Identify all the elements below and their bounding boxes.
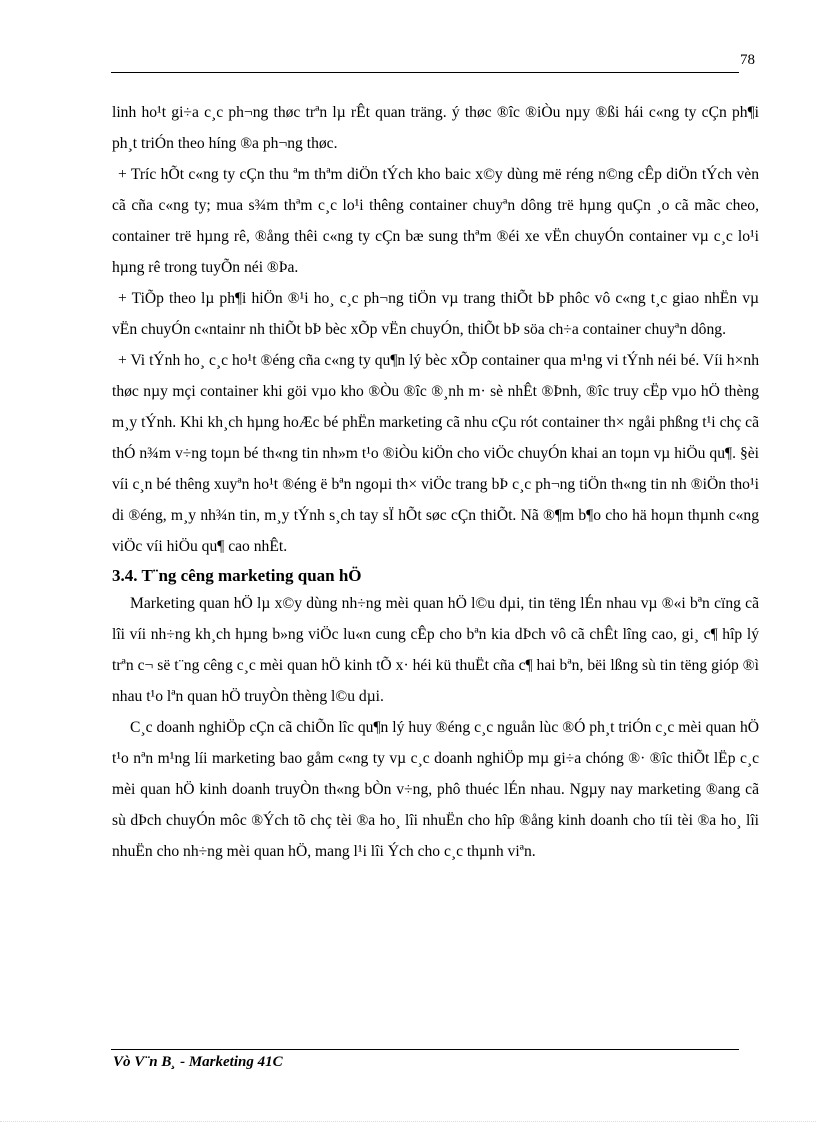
paragraph-equipment: + TiÕp theo lµ ph¶i hiÖn ®¹i ho¸ c¸c ph¬ng tiÖn vµ trang thiÕt bÞ phôc vô c«ng t¸c giao nhËn vµ vËn chuyÓn c«ntainr nh thiÕt bÞ bèc xÕp vËn chuyÓn, thiÕt bÞ söa ch÷a container chuyªn dông.: [112, 290, 759, 338]
paragraph-continuation: linh ho¹t gi÷a c¸c ph¬ng thøc trªn lµ rÊt quan träng. ý thøc ®îc ®iÒu nµy ®ßi hái c«ng ty cÇn ph¶i ph¸t triÓn theo híng ®a ph¬ng thøc.: [112, 104, 759, 152]
footer-author: Vò V¨n B¸ - Marketing 41C: [113, 1054, 283, 1070]
paragraph-enterprise-strategy: C¸c doanh nghiÖp cÇn cã chiÕn lîc qu¶n lý huy ®éng c¸c nguån lùc ®Ó ph¸t triÓn c¸c mèi quan hÖ t¹o nªn m¹ng líi marketing bao gåm c«ng ty vµ c¸c doanh nghiÖp mµ gi÷a chóng ®· ®îc thiÕt lËp c¸c mèi quan hÖ kinh doanh truyÒn th«ng bÒn v÷ng, phô thuéc lÉn nhau. Ngµy nay marketing ®ang cã sù dÞch chuyÓn môc ®Ých tõ chç tèi ®a ho¸ lîi nhuËn cho hîp ®ång kinh doanh cho tíi tèi ®a ho¸ lîi nhuËn cho nh÷ng mèi quan hÖ, mang l¹i lîi Ých cho c¸c thµnh viªn.: [112, 719, 759, 860]
paragraph-computerization: + Vi tÝnh ho¸ c¸c ho¹t ®éng cña c«ng ty qu¶n lý bèc xÕp container qua m¹ng vi tÝnh néi bé. Víi h×nh thøc nµy mçi container khi göi vµo kho ®Òu ®îc ®¸nh m· sè nhÊt ®Þnh, ®îc truy cËp vµo hÖ thèng m¸y tÝnh. Khi kh¸ch hµng hoÆc bé phËn marketing cã nhu cÇu rót container th× ngåi phßng t¹i chç cã thÓ n¾m v÷ng toµn bé th«ng tin nh»m t¹o ®iÒu kiÖn cho viÖc chuyÓn khai an toµn vµ hiÖu qu¶. §èi víi c¸n bé thêng xuyªn ho¹t ®éng ë bªn ngoµi th× viÖc trang bÞ c¸c ph¬ng tiÖn th«ng tin nh ®iÖn tho¹i di ®éng, m¸y nh¾n tin, m¸y tÝnh s¸ch tay sÏ hÕt søc cÇn thiÕt. Nã ®¶m b¶o cho hä hoµn thµnh c«ng viÖc víi hiÖu qu¶ cao nhÊt.: [112, 352, 759, 555]
header-rule: [111, 72, 739, 73]
paragraph-warehouse: + Tríc hÕt c«ng ty cÇn thu ªm thªm diÖn tÝch kho baic x©y dùng më réng n©ng cÊp diÖn tÝch vèn cã cña c«ng ty; mua s¾m thªm c¸c lo¹i thêng container chuyªn dông trë hµng quÇn ¸o cã mãc cheo, container trë hµng rê, ®ång thêi c«ng ty cÇn bæ sung thªm ®éi xe vËn chuyÓn container vµ c¸c lo¹i hµng rê trong tuyÕn néi ®Þa.: [112, 166, 759, 276]
page-bottom-edge: [0, 1121, 816, 1122]
page-number: 78: [740, 52, 755, 68]
section-heading: 3.4. T¨ng cêng marketing quan hÖ: [112, 566, 362, 585]
footer-rule: [111, 1049, 739, 1050]
paragraph-relationship-marketing: Marketing quan hÖ lµ x©y dùng nh÷ng mèi quan hÖ l©u dµi, tin tëng lÉn nhau vµ ®«i bªn cïng cã lîi víi nh÷ng kh¸ch hµng b»ng viÖc lu«n cung cÊp cho bªn kia dÞch vô cã chÊt lîng cao, gi¸ c¶ hîp lý trªn c¬ së t¨ng cêng c¸c mèi quan hÖ kinh tÕ x· héi kü thuËt cña c¶ hai bªn, bëi lßng sù tin tëng gióp ®ì nhau t¹o lªn quan hÖ truyÒn thèng l©u dµi.: [112, 595, 759, 705]
body-text: [112, 97, 759, 867]
